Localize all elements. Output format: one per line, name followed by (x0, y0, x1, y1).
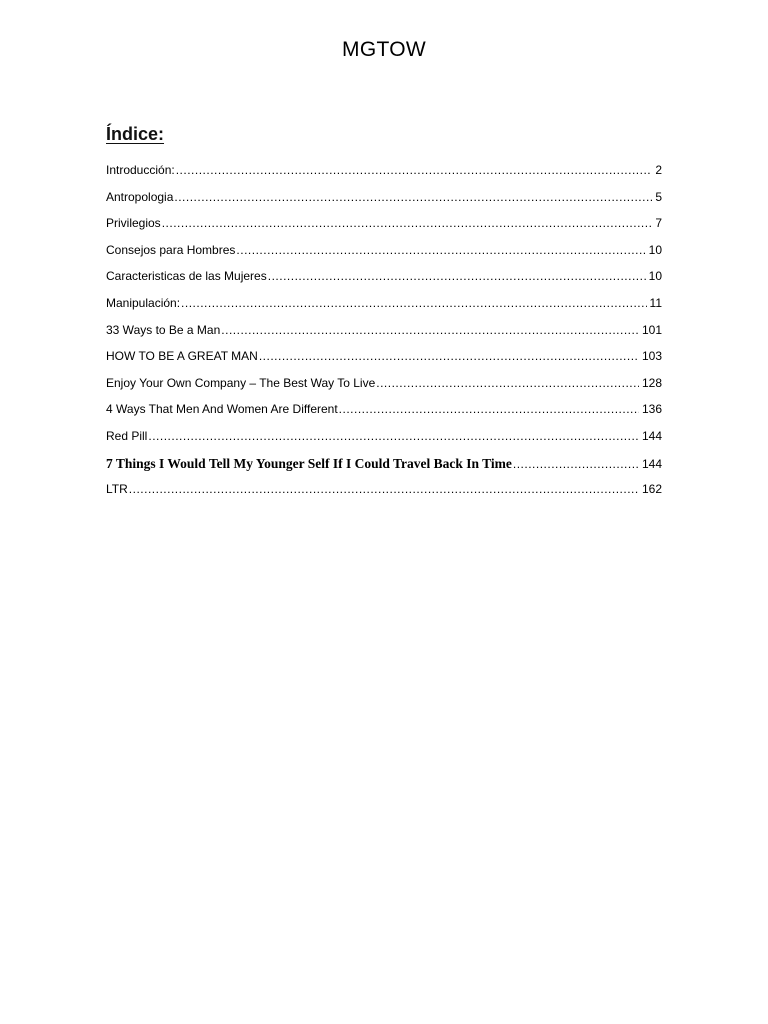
toc-entry-page: 128 (641, 375, 662, 390)
toc-entry-page: 144 (641, 456, 662, 471)
document-title: MGTOW (342, 38, 426, 61)
toc-entry-title: HOW TO BE A GREAT MAN (106, 349, 258, 364)
toc-entry-title: 33 Ways to Be a Man (106, 322, 221, 337)
dot-leader (174, 190, 652, 204)
toc-entry-enjoy-company[interactable] (106, 376, 662, 403)
toc-entry-caracteristicas[interactable] (106, 269, 662, 296)
toc-entry-privilegios[interactable] (106, 216, 662, 243)
toc-entry-page: 10 (648, 269, 662, 284)
toc-entry-title: Manipulación: (106, 295, 181, 310)
toc-entry-title: Enjoy Your Own Company – The Best Way To Live (106, 375, 376, 390)
toc-entry-page: 144 (641, 428, 662, 443)
toc-entry-title: Consejos para Hombres (106, 242, 236, 257)
toc-entry-title: Caracteristicas de las Mujeres (106, 269, 267, 284)
toc-entry-great-man[interactable] (106, 349, 662, 376)
toc-entry-page: 162 (641, 482, 662, 497)
dot-leader (236, 243, 645, 257)
toc-entry-page: 101 (641, 322, 662, 337)
dot-leader (129, 482, 639, 496)
toc-entry-page: 7 (655, 216, 662, 231)
table-of-contents (106, 163, 662, 509)
toc-entry-title: Introducción: (106, 163, 175, 177)
dot-leader (259, 349, 639, 363)
dot-leader (221, 323, 639, 337)
dot-leader (148, 429, 639, 443)
dot-leader (268, 269, 646, 283)
toc-entry-red-pill[interactable] (106, 429, 662, 456)
toc-entry-33-ways[interactable] (106, 323, 662, 350)
toc-entry-title: Privilegios (106, 216, 161, 231)
toc-heading: Índice: (106, 124, 165, 144)
toc-entry-title: Antropologia (106, 189, 174, 204)
toc-entry-page: 2 (655, 163, 662, 177)
toc-entry-title: 4 Ways That Men And Women Are Different (106, 402, 338, 417)
dot-leader (181, 296, 646, 310)
dot-leader (176, 163, 653, 177)
toc-entry-antropologia[interactable] (106, 190, 662, 217)
toc-entry-page: 136 (641, 402, 662, 417)
toc-entry-page: 10 (648, 242, 662, 257)
dot-leader (339, 402, 639, 416)
toc-entry-title: LTR (106, 482, 128, 497)
toc-entry-title: Red Pill (106, 428, 148, 443)
toc-entry-page: 103 (641, 349, 662, 364)
toc-entry-manipulacion[interactable] (106, 296, 662, 323)
toc-entry-ltr[interactable] (106, 482, 662, 509)
toc-entry-page: 5 (655, 189, 662, 204)
dot-leader (162, 216, 653, 230)
toc-entry-page: 11 (649, 295, 662, 310)
dot-leader (376, 376, 639, 390)
dot-leader (513, 457, 639, 471)
toc-entry-7-things[interactable] (106, 456, 662, 483)
toc-entry-introduccion[interactable] (106, 163, 662, 190)
toc-entry-consejos[interactable] (106, 243, 662, 270)
toc-entry-4-ways[interactable] (106, 402, 662, 429)
toc-entry-title: 7 Things I Would Tell My Younger Self If I Could Travel Back In Time (106, 455, 512, 471)
